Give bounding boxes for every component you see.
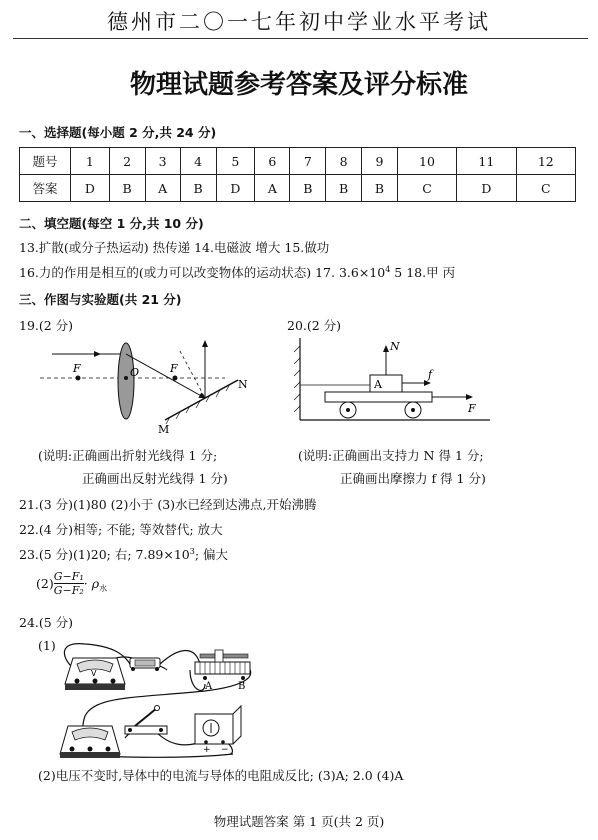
q19-label: 19.(2 分) bbox=[19, 318, 74, 333]
n-label: N bbox=[390, 340, 400, 353]
table-header-cell: 题号 bbox=[20, 148, 71, 175]
switch bbox=[125, 706, 167, 735]
circuit-diagram bbox=[55, 636, 285, 760]
density-fraction bbox=[54, 570, 84, 597]
q24-1-label: (1) bbox=[38, 638, 56, 653]
table-cell: B bbox=[290, 175, 326, 202]
rho-subscript: 水 bbox=[99, 584, 108, 593]
table-cell: 11 bbox=[457, 148, 516, 175]
svg-text:V: V bbox=[91, 669, 97, 678]
q23-2-answer bbox=[36, 570, 107, 597]
table-cell: D bbox=[216, 175, 255, 202]
table-cell: 6 bbox=[255, 148, 290, 175]
sliding-rheostat bbox=[195, 650, 250, 680]
page-title: 物理试题参考答案及评分标准 bbox=[129, 70, 468, 100]
q24-label: 24.(5 分) bbox=[19, 615, 74, 630]
q16-text: 16.力的作用是相互的(或力可以改变物体的运动状态) 17. 3.6×10 bbox=[19, 265, 386, 280]
rheostat-b-label: B bbox=[238, 681, 246, 692]
plus-terminal-label: + bbox=[203, 745, 211, 755]
q17-18-text: 5 18.甲 丙 bbox=[390, 265, 456, 280]
power-supply bbox=[195, 706, 241, 744]
fraction-numerator: G−F₁ bbox=[53, 570, 84, 583]
q20-note-2: 正确画出摩擦力 f 得 1 分) bbox=[340, 471, 486, 486]
block-a-label: A bbox=[374, 378, 382, 391]
table-cell: C bbox=[516, 175, 575, 202]
focus-right-label: F bbox=[170, 362, 178, 375]
table-cell: 1 bbox=[71, 148, 110, 175]
table-cell: 9 bbox=[362, 148, 398, 175]
mirror-n-label: N bbox=[238, 378, 248, 391]
table-cell: A bbox=[145, 175, 180, 202]
table-cell: C bbox=[397, 175, 456, 202]
rheostat-a-label: A bbox=[205, 681, 213, 692]
page-footer: 物理试题答案 第 1 页(共 2 页) bbox=[213, 814, 385, 829]
resistor bbox=[130, 658, 160, 671]
mirror-m-label: M bbox=[158, 423, 170, 436]
table-row-numbers bbox=[20, 148, 576, 175]
q24-2-answer: (2)电压不变时,导体中的电流与导体的电阻成反比; (3)A; 2.0 (4)A bbox=[38, 768, 404, 783]
table-cell: 12 bbox=[516, 148, 575, 175]
optical-center bbox=[124, 376, 128, 380]
focus-left-label: F bbox=[73, 362, 81, 375]
exponent: 4 bbox=[385, 264, 391, 274]
table-header-cell: 答案 bbox=[20, 175, 71, 202]
q19-note-1: (说明:正确画出折射光线得 1 分; bbox=[38, 448, 218, 463]
exponent: 3 bbox=[189, 546, 195, 556]
focus-left bbox=[76, 376, 81, 381]
table-cell: B bbox=[109, 175, 145, 202]
cart-body bbox=[325, 392, 432, 402]
table-cell: 10 bbox=[397, 148, 456, 175]
ammeter bbox=[60, 726, 120, 758]
big-f-label: F bbox=[468, 402, 476, 415]
q19-note-2: 正确画出反射光线得 1 分) bbox=[82, 471, 228, 486]
rho-symbol: · ρ bbox=[83, 576, 100, 591]
table-cell: 3 bbox=[145, 148, 180, 175]
q16-18-answers bbox=[19, 263, 455, 281]
q13-15-answers: 13.扩散(或分子热运动) 热传递 14.电磁波 增大 15.做功 bbox=[19, 240, 330, 255]
table-row-answers bbox=[20, 175, 576, 202]
minus-terminal-label: − bbox=[221, 745, 229, 755]
q23-2-prefix: (2) bbox=[36, 576, 54, 591]
section2-title: 二、填空题(每空 1 分,共 10 分) bbox=[19, 216, 204, 231]
focus-right bbox=[173, 376, 178, 381]
table-cell: A bbox=[255, 175, 290, 202]
q23-answer bbox=[19, 545, 228, 563]
q21-answer: 21.(3 分)(1)80 (2)小于 (3)水已经到达沸点,开始沸腾 bbox=[19, 497, 317, 512]
table-cell: 4 bbox=[180, 148, 216, 175]
table-cell: 8 bbox=[326, 148, 362, 175]
table-cell: 5 bbox=[216, 148, 255, 175]
wire bbox=[160, 651, 200, 665]
q22-answer: 22.(4 分)相等; 不能; 等效替代; 放大 bbox=[19, 522, 223, 537]
exam-header: 德州市二〇一七年初中学业水平考试 bbox=[107, 10, 491, 34]
center-label: O bbox=[130, 366, 140, 379]
answer-table bbox=[19, 147, 576, 202]
q23-tail: ; 偏大 bbox=[194, 547, 229, 562]
section1-title: 一、选择题(每小题 2 分,共 24 分) bbox=[19, 125, 217, 140]
table-cell: B bbox=[362, 175, 398, 202]
fraction-denominator: G−F₂ bbox=[53, 584, 84, 597]
voltmeter bbox=[65, 658, 125, 690]
table-cell: D bbox=[457, 175, 516, 202]
cart-diagram bbox=[290, 336, 490, 426]
table-cell: D bbox=[71, 175, 110, 202]
section3-title: 三、作图与实验题(共 21 分) bbox=[19, 292, 182, 307]
plane-mirror bbox=[165, 380, 238, 420]
lens-diagram bbox=[40, 336, 280, 436]
table-cell: 2 bbox=[109, 148, 145, 175]
table-cell: 7 bbox=[290, 148, 326, 175]
q20-label: 20.(2 分) bbox=[287, 318, 342, 333]
q20-note-1: (说明:正确画出支持力 N 得 1 分; bbox=[298, 448, 484, 463]
header-rule bbox=[13, 38, 588, 39]
f-label: f bbox=[428, 368, 433, 381]
table-cell: B bbox=[180, 175, 216, 202]
table-cell: B bbox=[326, 175, 362, 202]
q23-text: 23.(5 分)(1)20; 右; 7.89×10 bbox=[19, 547, 190, 562]
